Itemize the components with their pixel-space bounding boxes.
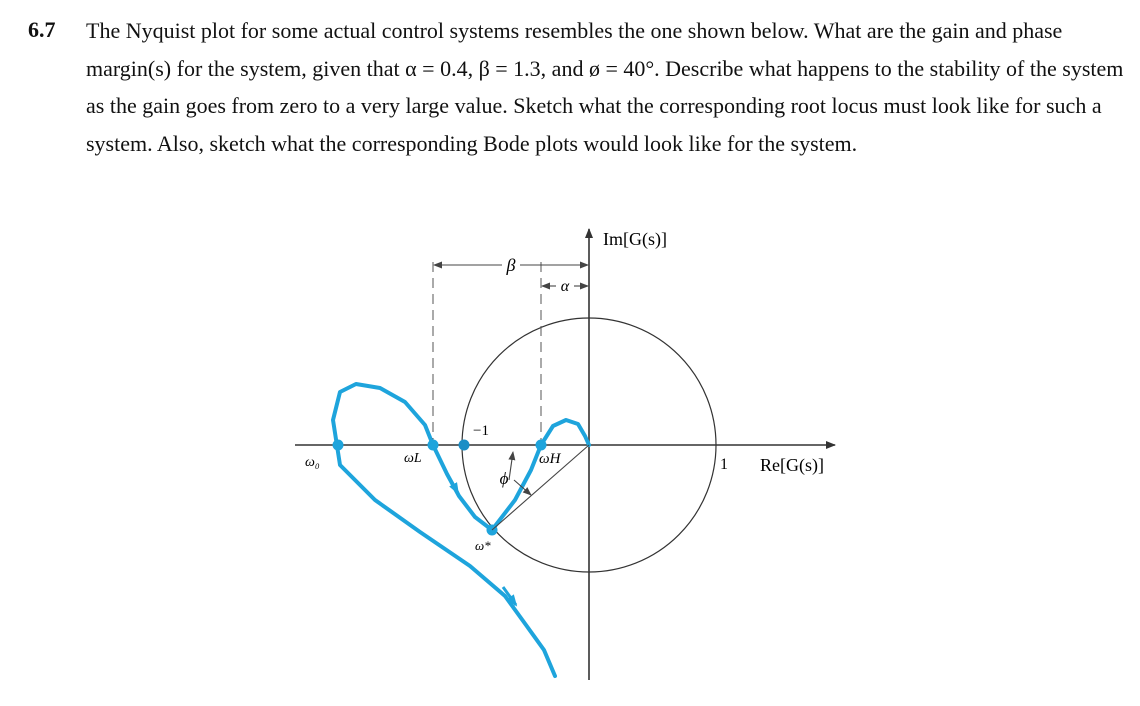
omega-L-label: ωL xyxy=(404,451,422,466)
omega-o-point xyxy=(333,440,344,451)
phase-angle-arrow-up xyxy=(509,452,513,480)
phi-label: ϕ xyxy=(499,469,509,488)
omega-H-point xyxy=(536,440,547,451)
curve-direction-arrow-left xyxy=(449,477,458,493)
omega-L-point xyxy=(428,440,439,451)
one-label: 1 xyxy=(720,456,728,473)
re-axis-label: Re[G(s)] xyxy=(760,455,824,475)
omega-star-label: ω* xyxy=(475,538,491,553)
omega-H-label: ωH xyxy=(539,451,561,467)
nyquist-curve xyxy=(333,384,589,676)
im-axis-label: Im[G(s)] xyxy=(603,229,667,249)
alpha-label: α xyxy=(560,278,570,295)
omega-o-label: ω₀ xyxy=(305,455,320,470)
beta-label: β xyxy=(506,255,516,275)
problem-number: 6.7 xyxy=(28,17,56,42)
problem-text: The Nyquist plot for some actual control systems resembles the one shown below. What are the gain and phase margin(s) for the system, given that α = 0.4, β = 1.3, and ø = 40°. Describe what happens to the stability of the system as the gain goes from zero to a very large value. Sketch what the corresponding root locus must look like for such a system. Also, sketch what the corresponding Bode plots would look like for the system. xyxy=(86,18,1124,156)
minus-one-point xyxy=(459,440,470,451)
minus-one-label: −1 xyxy=(473,423,489,439)
